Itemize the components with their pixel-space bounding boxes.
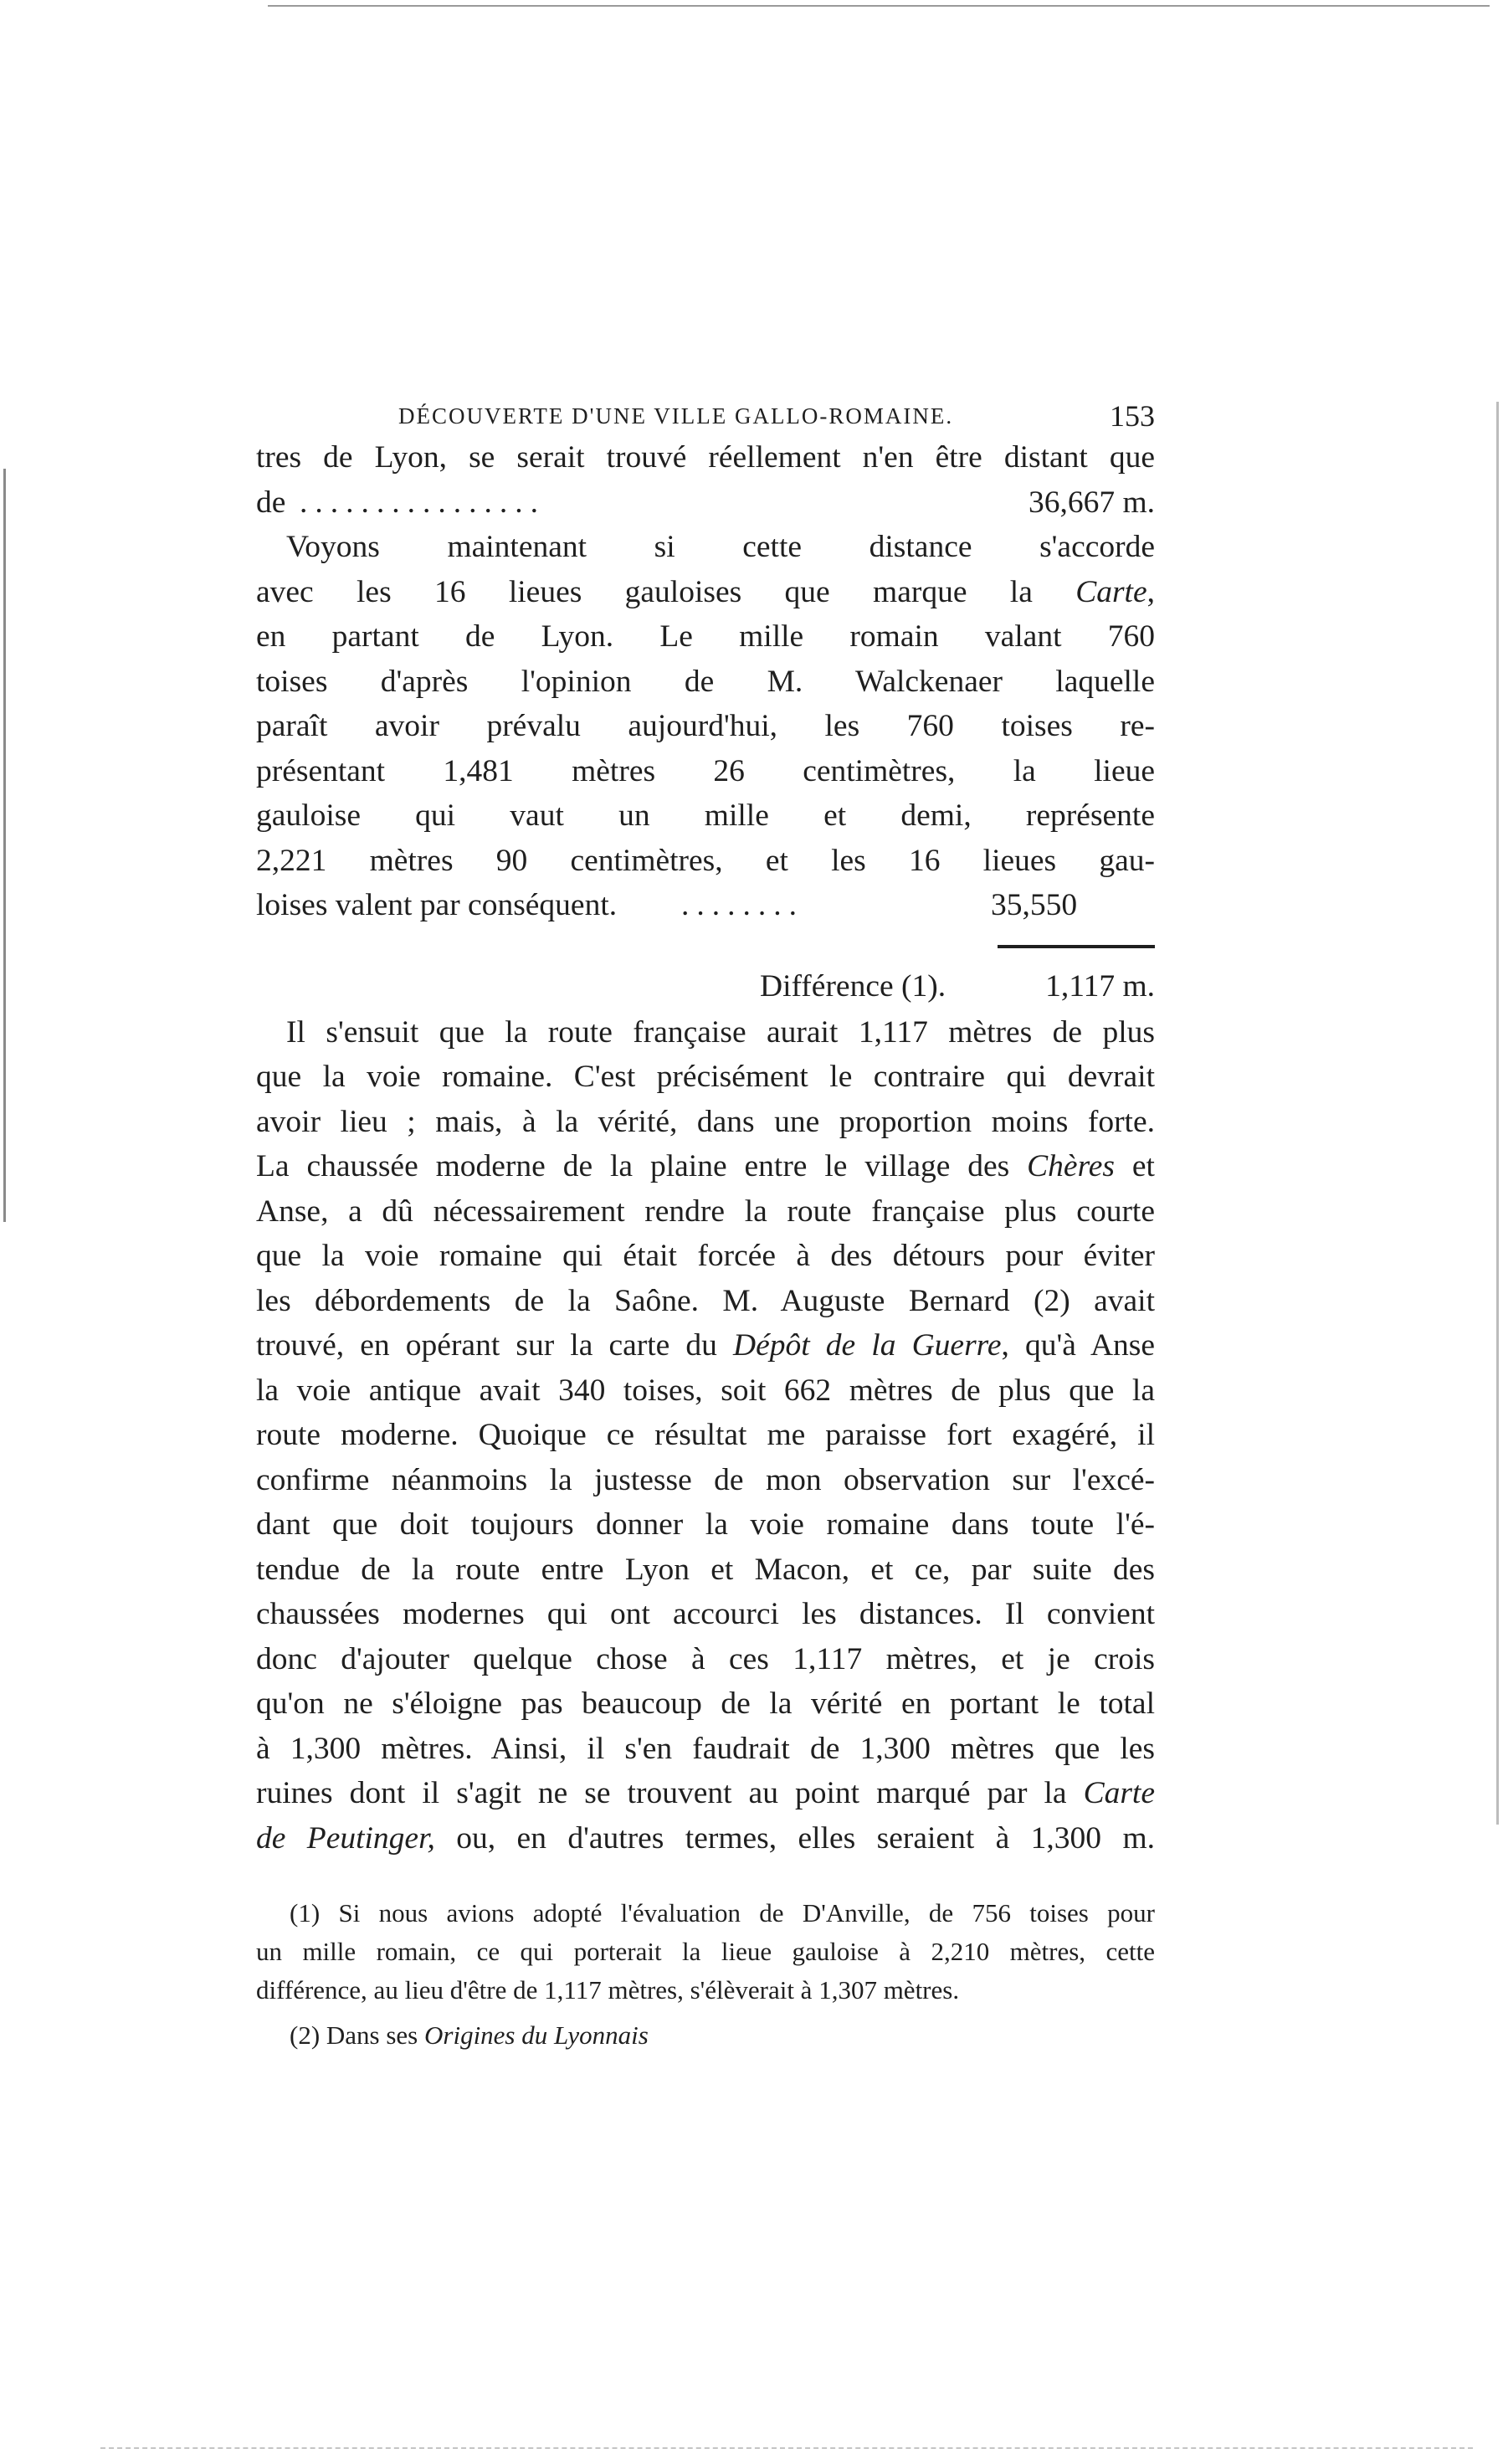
total-value: 35,550: [991, 888, 1078, 922]
text-line: [256, 1816, 1155, 1861]
text-line: gauloise qui vaut un mille et demi, représente: [256, 798, 1155, 833]
italic-place: Chères: [1027, 1149, 1116, 1183]
text-span: La chaussée moderne de la plaine entre le village des: [256, 1149, 1028, 1183]
text-line: chaussées modernes qui ont accourci les distances. Il convient: [256, 1597, 1155, 1631]
text-line: dant que doit toujours donner la voie romaine dans toute l'é-: [256, 1507, 1155, 1542]
text-line: en partant de Lyon. Le mille romain valant 760: [256, 619, 1155, 654]
main-paragraph: [256, 1010, 1155, 1861]
italic-title: Carte: [1075, 574, 1147, 609]
text-span: (2) Dans ses: [290, 2020, 424, 2050]
text-line: tres de Lyon, se serait trouvé réellement n'en être distant que: [256, 440, 1155, 475]
text-span: trouvé, en opérant sur la carte du: [256, 1328, 734, 1363]
scan-right-edge: [1496, 402, 1499, 1825]
sum-rule: [998, 945, 1155, 948]
footnotes: [256, 1894, 1155, 2055]
text-line: que la voie romaine qui était forcée à des détours pour éviter: [256, 1239, 1155, 1273]
footnote-line: (1) Si nous avions adopté l'évaluation de D'Anville, de 756 toises pour: [290, 1898, 1155, 1928]
scan-bottom-edge-line: [100, 2447, 1473, 2449]
text-line: Il s'ensuit que la route française aurait 1,117 mètres de plus: [286, 1014, 1155, 1050]
text-line: 2,221 mètres 90 centimètres, et les 16 lieues gau-: [256, 843, 1155, 878]
text-line: confirme néanmoins la justesse de mon observation sur l'excé-: [256, 1462, 1155, 1497]
text-line: avoir lieu ; mais, à la vérité, dans une proportion moins forte.: [256, 1104, 1155, 1139]
footnote-line: différence, au lieu d'être de 1,117 mètres, s'élèverait à 1,307 mètres.: [256, 1975, 960, 2005]
italic-title: Carte: [1083, 1776, 1155, 1810]
running-head: [256, 385, 1155, 435]
text-line: [256, 1323, 1155, 1368]
leader-dots: ........: [681, 888, 804, 922]
text-line: [256, 1144, 1155, 1189]
text-line: tendue de la route entre Lyon et Macon, et ce, par suite des: [256, 1552, 1155, 1587]
row-lead: loises valent par conséquent.: [256, 888, 618, 922]
row-lead: de: [256, 485, 286, 520]
text-line: qu'on ne s'éloigne pas beaucoup de la vérité en portant le total: [256, 1686, 1155, 1721]
sum-rule-wrap: [256, 928, 1155, 950]
text-line: la voie antique avait 340 toises, soit 662 mètres de plus que la: [256, 1373, 1155, 1408]
scan-left-edge: [3, 469, 6, 1222]
text-span: ou, en d'autres termes, elles seraient à 1,300 m.: [434, 1820, 1155, 1856]
italic-title: Dépôt de la Guerre: [733, 1328, 1002, 1363]
text-line: les débordements de la Saône. M. Auguste Bernard (2) avait: [256, 1283, 1155, 1318]
calculation-block: [256, 435, 1155, 1010]
text-line: paraît avoir prévalu aujourd'hui, les 760 toises re-: [256, 709, 1155, 743]
text-span: avec les 16 lieues gauloises que marque la: [256, 574, 1076, 609]
difference-row: [256, 963, 1155, 1010]
text-line: donc d'ajouter quelque chose à ces 1,117 mètres, et je crois: [256, 1641, 1155, 1676]
text-line: route moderne. Quoique ce résultat me paraisse fort exagéré, il: [256, 1418, 1155, 1452]
distance-value: 36,667 m.: [1028, 485, 1155, 520]
footnote-line: [256, 2016, 1155, 2055]
text-span: ,: [1146, 574, 1155, 609]
difference-label: Différence (1).: [760, 968, 946, 1004]
running-title: DÉCOUVERTE D'UNE VILLE GALLO-ROMAINE.: [398, 403, 954, 429]
italic-title: Origines du Lyonnais: [424, 2020, 649, 2050]
leader-dots: ................: [300, 485, 546, 520]
text-line: toises d'après l'opinion de M. Walckenaer laquelle: [256, 664, 1155, 699]
text-line: Anse, a dû nécessairement rendre la route française plus courte: [256, 1194, 1155, 1229]
text-line: [256, 1771, 1155, 1816]
text-line: que la voie romaine. C'est précisément le contraire qui devrait: [256, 1060, 1155, 1094]
total-row: [256, 883, 1155, 928]
text-line: Voyons maintenant si cette distance s'accorde: [286, 530, 1155, 564]
text-line: [256, 570, 1155, 615]
text-span: , qu'à Anse: [1001, 1328, 1156, 1363]
text-line: à 1,300 mètres. Ainsi, il s'en faudrait de 1,300 mètres que les: [256, 1731, 1155, 1766]
page-number: 153: [1110, 399, 1155, 433]
text-line: présentant 1,481 mètres 26 centimètres, la lieue: [256, 753, 1155, 788]
footnote-line: un mille romain, ce qui porterait la lieue gauloise à 2,210 mètres, cette: [256, 1937, 1155, 1966]
text-span: ruines dont il s'agit ne se trouvent au point marqué par la: [256, 1776, 1084, 1810]
distance-row: [256, 480, 1155, 526]
book-page: [256, 385, 1155, 2055]
difference-value: 1,117 m.: [1045, 968, 1155, 1004]
scan-top-edge-line: [268, 5, 1490, 7]
text-span: et: [1115, 1149, 1155, 1183]
italic-title: de Peutinger,: [256, 1820, 435, 1856]
